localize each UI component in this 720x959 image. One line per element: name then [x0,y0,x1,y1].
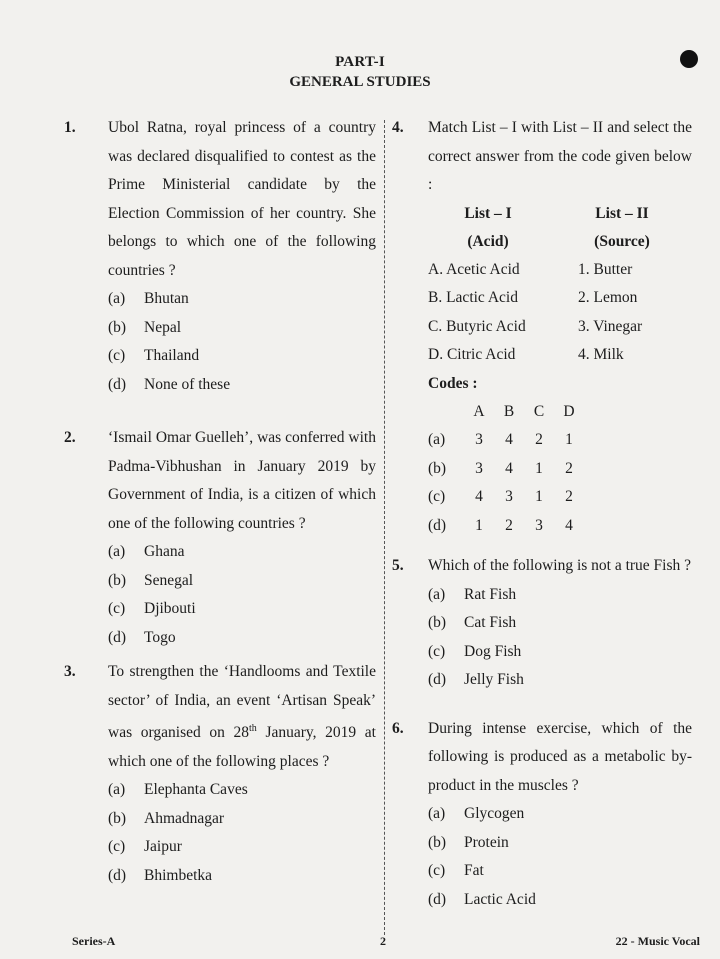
option-d [428,666,692,695]
left-column [64,114,376,890]
option-label: (c) [428,488,446,505]
code-value: 2 [505,516,513,534]
question-number: 6. [392,719,404,737]
code-value: 2 [565,459,573,477]
paper-code: 22 - Music Vocal [615,934,700,948]
column-divider [384,120,385,935]
option-label: (c) [428,862,446,879]
code-option-b [428,455,692,484]
code-option-d [428,512,692,541]
option-label: (b) [108,809,127,827]
option-label: (b) [428,614,447,631]
option-label: (b) [428,459,447,477]
option-text: Cat Fish [464,614,517,631]
option-text: Bhimbetka [144,866,213,884]
option-label: (c) [428,642,446,660]
code-value: 4 [505,431,513,448]
option-c [428,857,692,886]
option-text: Protein [464,833,509,851]
option-text: Glycogen [464,805,525,822]
option-label: (a) [108,781,126,799]
codes-header [428,398,692,427]
page-header [0,52,720,92]
option-label: (a) [108,290,126,307]
list-2-item: 4. Milk [578,346,624,363]
option-text: Lactic Acid [464,890,536,908]
ordinal-suffix: th [249,723,257,734]
page-number: 2 [380,934,386,948]
code-column-header: A [473,402,485,420]
option-label: (c) [108,600,126,617]
option-d [108,624,376,653]
question-number: 1. [64,119,76,136]
option-text: Thailand [144,347,200,364]
option-text: Djibouti [144,600,196,617]
question-4 [392,114,692,540]
option-label: (d) [428,890,447,908]
option-label: (a) [428,431,446,448]
match-list-header [428,200,692,228]
option-text: Ghana [144,543,185,560]
option-b [108,314,376,343]
codes-title: Codes : [428,374,478,392]
option-label: (d) [428,516,447,534]
option-text: Nepal [144,318,182,336]
option-c [108,833,376,862]
option-b [108,805,376,834]
option-label: (d) [428,671,447,688]
question-text: ‘Ismail Omar Guelleh’, was conferred with Padma-Vibhushan in January 2019 by Government of India, is a citizen of which one of the following countries ? [108,429,376,532]
question-number: 5. [392,557,404,574]
match-list-subheader [428,228,692,256]
option-a [108,538,376,567]
code-option-a [428,426,692,455]
option-d [428,886,692,915]
option-label: (b) [428,833,447,851]
list-2-item: 3. Vinegar [578,317,643,335]
code-column-header: C [533,402,545,420]
option-text: Rat Fish [464,585,517,603]
option-label: (c) [108,838,126,856]
option-label: (a) [108,543,126,560]
option-text: None of these [144,375,231,393]
option-label: (d) [108,375,127,393]
question-6 [392,715,692,915]
code-column-header: B [503,402,515,420]
code-value: 2 [565,488,573,505]
option-label: (a) [428,585,446,603]
question-text [108,658,376,776]
question-text: Which of the following is not a true Fish ? [428,557,692,574]
list-1-item: B. Lactic Acid [428,289,518,306]
option-text: Fat [464,862,484,879]
question-text: Match List – I with List – II and select the correct answer from the code given below : [428,119,692,193]
option-a [108,285,376,314]
code-value: 1 [565,431,573,448]
section-title: GENERAL STUDIES [289,74,431,90]
option-label: (d) [108,628,127,646]
option-text: Jaipur [144,838,182,856]
code-value: 4 [565,516,573,534]
code-value: 2 [535,431,543,448]
list-1-subtitle: (Acid) [467,232,509,250]
question-text: Ubol Ratna, royal princess of a country was declared disqualified to contest as the Prime Ministerial candidate by the Election Commission of her country. She belongs to which one of the following countries ? [108,119,376,279]
question-number: 2. [64,429,76,446]
part-title: PART-I [335,54,385,70]
list-2-title: List – II [595,204,649,222]
question-text-part: To strengthen the ‘Handlooms and Textile sector’ of India, an event ‘Artisan Speak’ was organised on 28 [108,663,376,742]
option-a [428,800,692,829]
option-label: (b) [108,571,127,589]
question-5 [392,552,692,695]
question-2 [64,424,376,652]
code-value: 4 [475,488,483,505]
option-label: (d) [108,866,127,884]
option-text: Elephanta Caves [144,781,248,799]
option-c [108,342,376,371]
list-1-item: D. Citric Acid [428,346,516,363]
option-text: Dog Fish [464,642,522,660]
option-d [108,371,376,400]
option-text: Togo [144,628,176,646]
code-value: 1 [535,459,543,477]
code-value: 3 [475,459,483,477]
match-row [428,284,692,313]
option-text: Senegal [144,571,194,589]
code-value: 3 [475,431,483,448]
option-text: Jelly Fish [464,671,524,688]
code-column-header: D [563,402,575,420]
question-number: 3. [64,663,76,680]
list-1-item: C. Butyric Acid [428,317,526,335]
question-1 [64,114,376,399]
list-2-item: 1. Butter [578,260,633,278]
code-value: 4 [505,459,513,477]
option-text: Bhutan [144,290,189,307]
question-number: 4. [392,119,404,136]
option-b [428,609,692,638]
code-value: 1 [475,516,483,534]
question-3 [64,658,376,890]
code-value: 3 [535,516,543,534]
option-label: (b) [108,318,127,336]
option-a [428,581,692,610]
option-a [108,776,376,805]
option-label: (a) [428,805,446,822]
list-1-item: A. Acetic Acid [428,260,520,278]
code-value: 3 [505,488,513,505]
right-column [392,114,692,914]
code-option-c [428,483,692,512]
question-text-part: January, 2019 at which one of the following places ? [108,724,376,770]
option-c [108,595,376,624]
option-label: (c) [108,347,126,364]
series-label: Series-A [72,934,116,948]
list-2-subtitle: (Source) [594,232,650,250]
option-b [428,829,692,858]
option-c [428,638,692,667]
option-text: Ahmadnagar [144,809,225,827]
option-b [108,567,376,596]
match-row [428,313,692,342]
match-row [428,256,692,285]
list-2-item: 2. Lemon [578,289,638,306]
question-text: During intense exercise, which of the following is produced as a metabolic by-product in the muscles ? [428,719,692,794]
match-row [428,341,692,370]
list-1-title: List – I [464,204,512,222]
option-d [108,862,376,891]
code-value: 1 [535,488,543,505]
